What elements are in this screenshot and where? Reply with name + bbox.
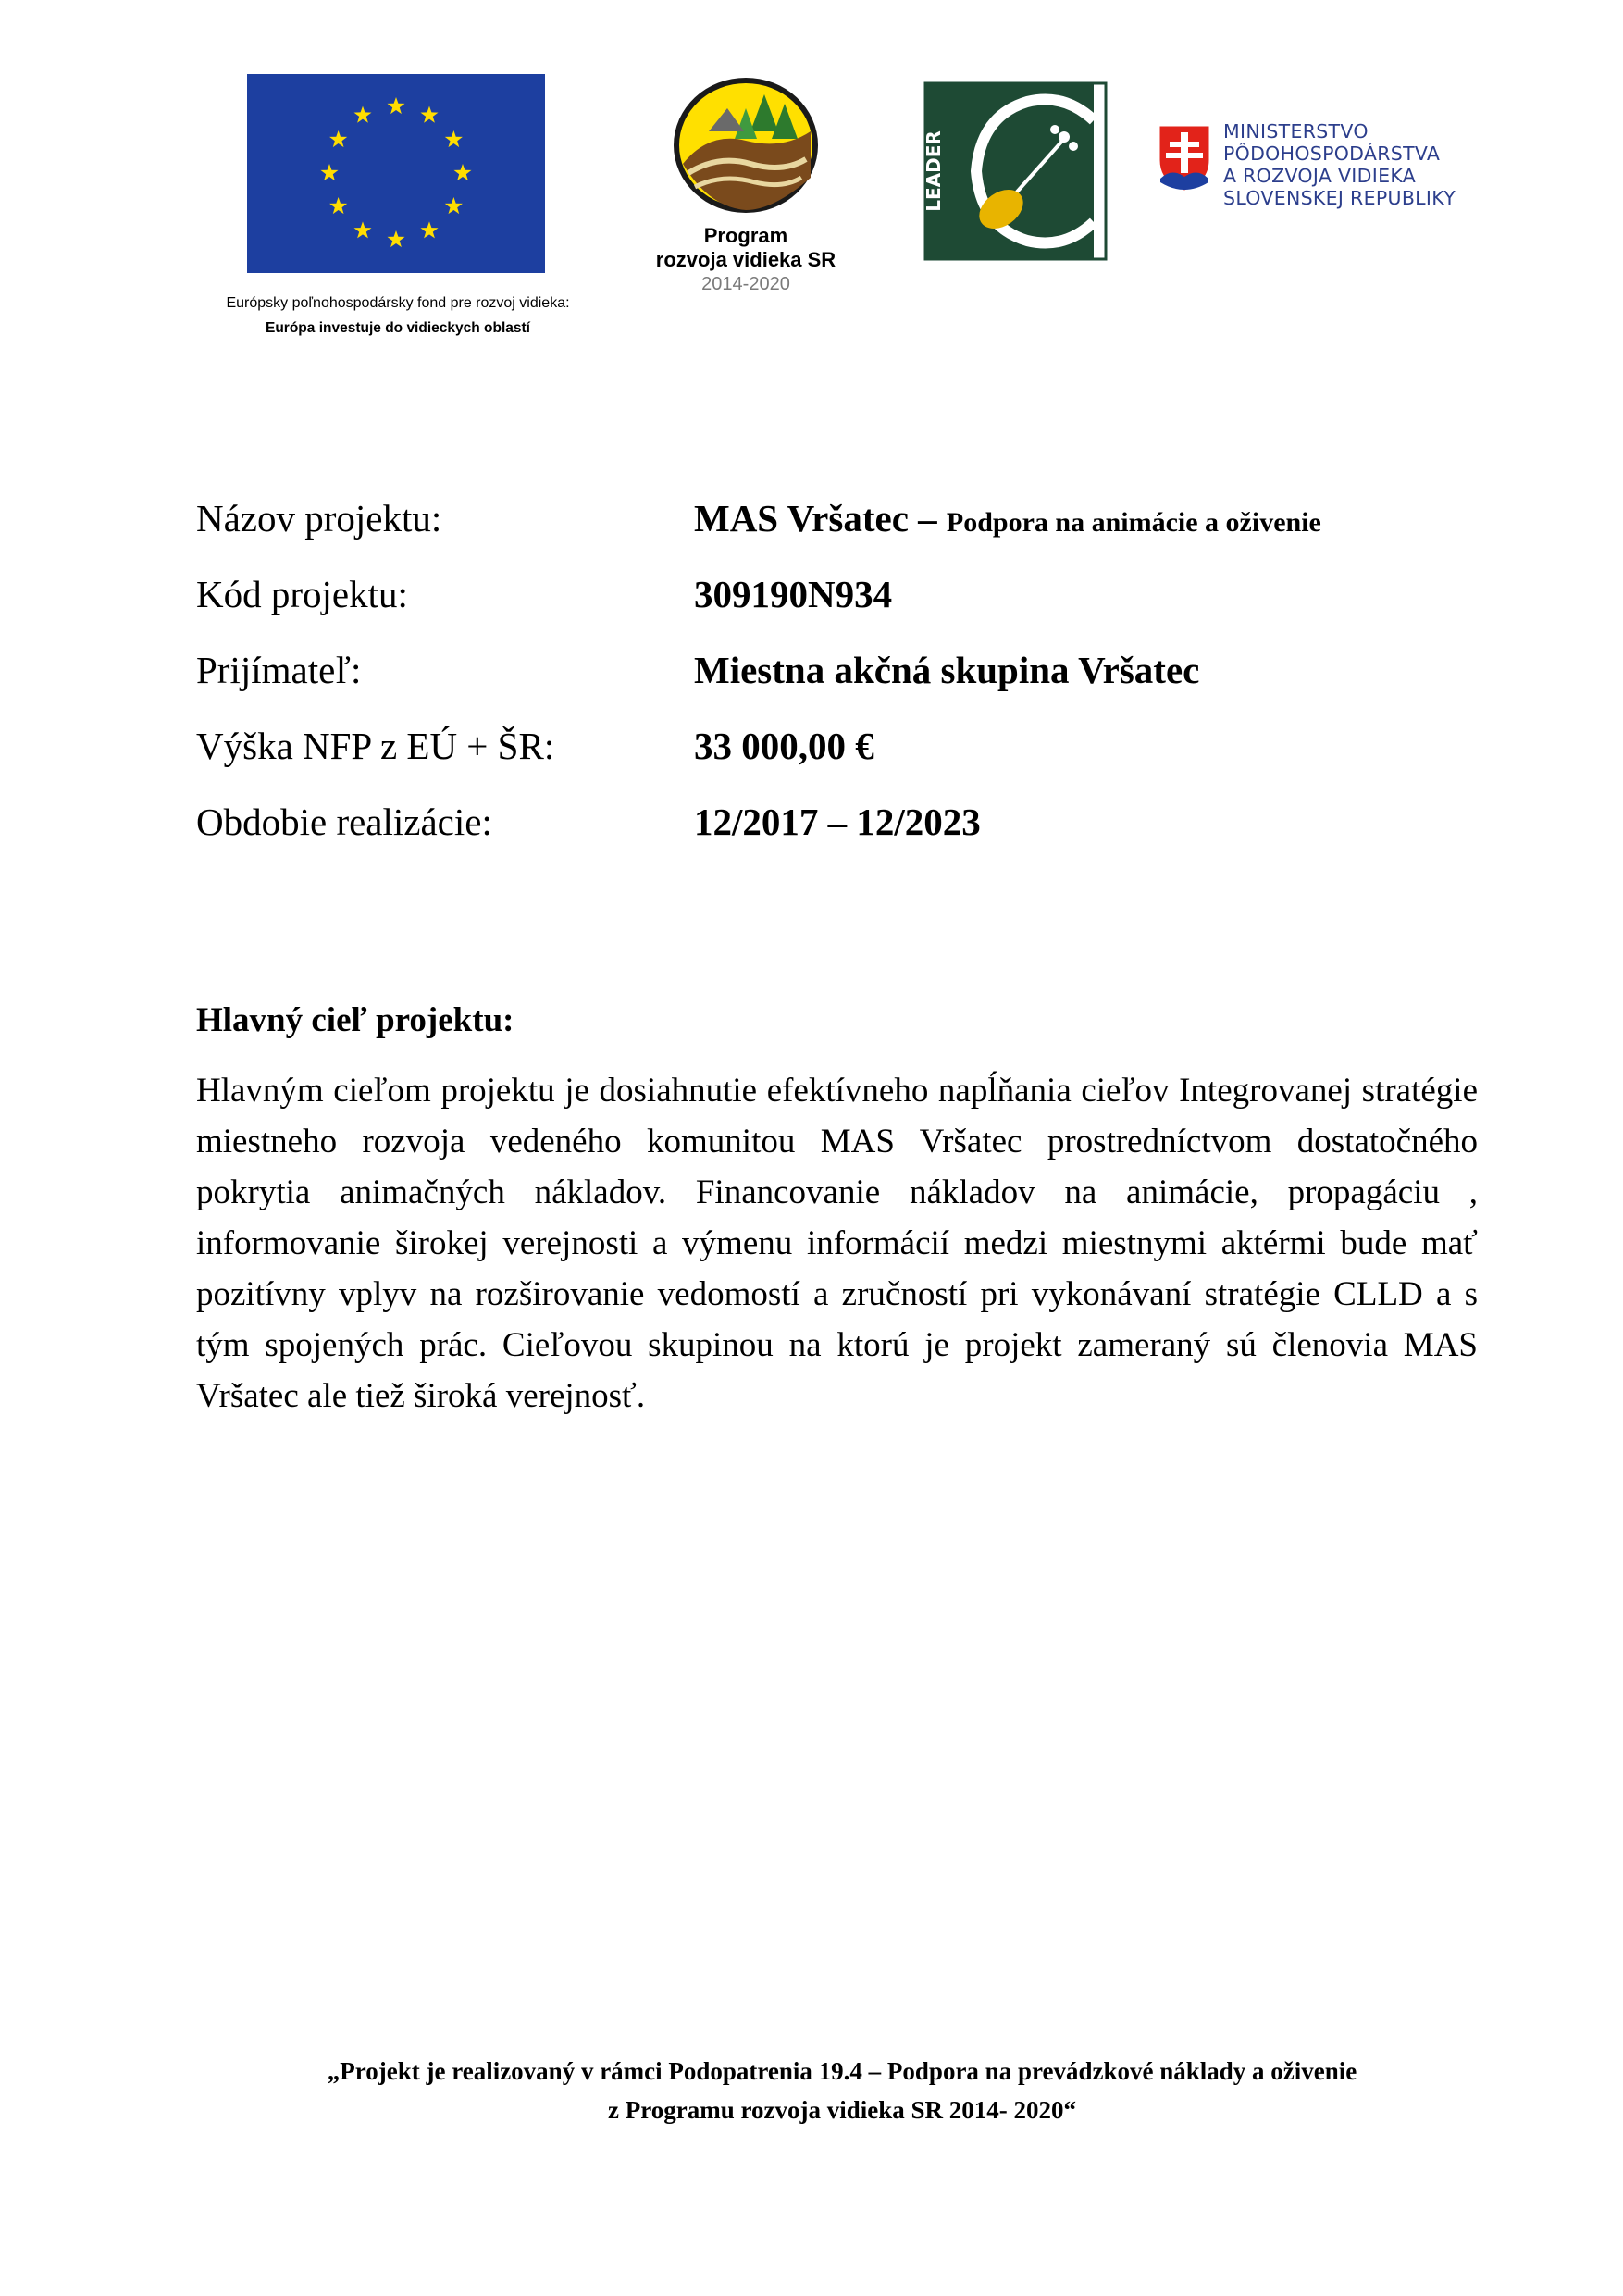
ministry-line1: MINISTERSTVO: [1223, 120, 1369, 143]
prv-caption-line1: Program: [703, 224, 788, 247]
leader-logo: [925, 83, 1106, 259]
project-code-value: 309190N934: [694, 573, 893, 615]
period-label: Obdobie realizácie:: [196, 800, 492, 843]
eu-caption-line1: Európsky poľnohospodársky fond pre rozvoj vidieka:: [226, 295, 570, 311]
ministry-line4: SLOVENSKEJ REPUBLIKY: [1223, 187, 1456, 209]
period-value: 12/2017 – 12/2023: [694, 800, 981, 843]
project-code-label: Kód projektu:: [196, 573, 408, 615]
eu-flag-logo: [247, 74, 545, 273]
recipient-label: Prijímateľ:: [196, 649, 362, 691]
recipient-value: Miestna akčná skupina Vršatec: [694, 649, 1200, 691]
eu-caption: [185, 291, 611, 341]
goal-heading: Hlavný cieľ projektu:: [196, 1001, 514, 1039]
ministry-logo-text: [1223, 120, 1519, 209]
slovak-coat-of-arms: [1157, 123, 1212, 193]
goal-paragraph: Hlavným cieľom projektu je dosiahnutie efektívneho napĺňania cieľov Integrovanej stratégie miestneho rozvoja vedeného komunitou MAS Vršatec prostredníctvom dostatočného pokrytia animačných nákladov. Financovanie nákladov na animácie, propagáciu , informovanie širokej verejnosti a výmenu informácií medzi miestnymi aktérmi bude mať pozitívny vplyv na rozširovanie vedomostí a zručností pri vykonávaní stratégie CLLD a s tým spojených prác. Cieľovou skupinou na ktorú je projekt zameraný sú členovia MAS Vršatec ale tiež široká verejnosť.: [196, 1072, 1478, 1415]
grant-amount-value: 33 000,00 €: [694, 725, 874, 767]
project-name-label: Názov projektu:: [196, 497, 442, 540]
project-name-value: [694, 495, 1321, 546]
ministry-line3: A ROZVOJA VIDIEKA: [1223, 165, 1417, 187]
project-name-subtitle: Podpora na animácie a oživenie: [946, 507, 1321, 538]
grant-amount-label: Výška NFP z EÚ + ŠR:: [196, 725, 555, 767]
prv-caption: [626, 224, 866, 296]
eu-caption-line2: Európa investuje do vidieckych oblastí: [266, 320, 530, 336]
prv-logo: [672, 76, 820, 215]
prv-caption-line2: rozvoja vidieka SR: [655, 248, 836, 271]
footer-note: [241, 2052, 1443, 2129]
project-name-main: MAS Vršatec –: [694, 497, 947, 540]
leader-logo-text: LEADER: [923, 130, 945, 212]
footer-line2: z Programu rozvoja vidieka SR 2014- 2020“: [608, 2096, 1076, 2124]
ministry-line2: PÔDOHOSPODÁRSTVA: [1223, 143, 1441, 165]
footer-line1: „Projekt je realizovaný v rámci Podopatrenia 19.4 – Podpora na prevádzkové náklady a oživenie: [327, 2057, 1357, 2085]
prv-caption-years: 2014-2020: [701, 274, 790, 294]
